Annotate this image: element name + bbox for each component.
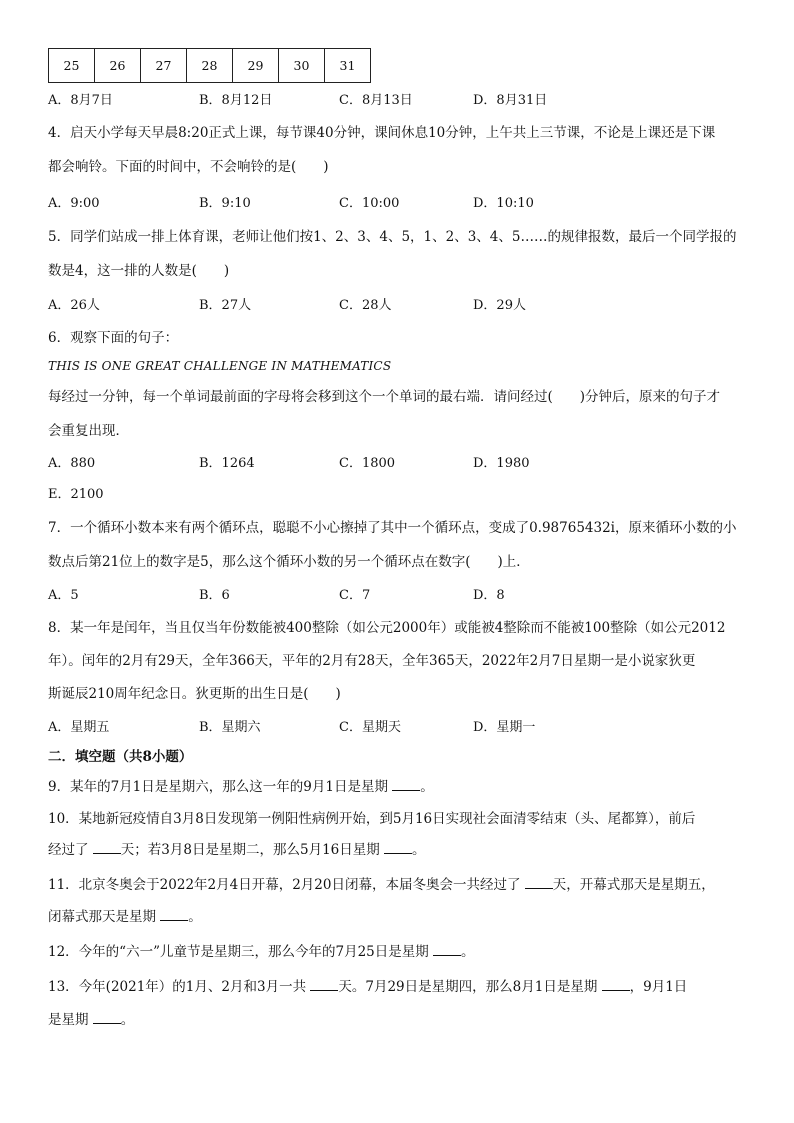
q8-line3: 斯诞辰210周年纪念日。狄更斯的出生日是( ) [48, 686, 341, 702]
answer-blank[interactable] [602, 976, 630, 991]
q11-line1 [48, 874, 758, 895]
option-a: A．星期五 [48, 720, 110, 735]
calendar-cell: 25 [49, 49, 95, 83]
q6-line3: 会重复出现． [48, 423, 129, 439]
q8-options [48, 718, 758, 738]
calendar-cell: 27 [141, 49, 187, 83]
q13-line1 [48, 976, 758, 997]
q12-line [48, 941, 758, 962]
q13-text-c: ，9月1日 [629, 979, 688, 995]
option-a: A．5 [48, 588, 79, 603]
option-e: E．2100 [48, 487, 104, 502]
option-d: D．星期一 [473, 720, 536, 735]
option-c: C．1800 [339, 456, 396, 471]
q8-line1: 8．某一年是闰年，当且仅当年份数能被400整除（如公元2000年）或能被4整除而不能被100整除（如公元2012 [48, 620, 726, 636]
option-b: B．8月12日 [199, 93, 273, 108]
q12-text-b: 。 [461, 944, 475, 960]
q8-line2: 年）。闰年的2月有29天，全年366天，平年的2月有28天，全年365天，2022年2月7日星期一是小说家狄更 [48, 653, 696, 669]
q5-options [48, 296, 758, 316]
q10-text-b: 天；若3月8日是星期二，那么5月16日星期 [120, 842, 385, 858]
option-d: D．8月31日 [473, 93, 548, 108]
option-b: B．1264 [199, 456, 255, 471]
option-c: C．28人 [339, 298, 392, 313]
option-b: B．6 [199, 588, 230, 603]
q13-text-a: 13．今年(2021年）的1月、2月和3月一共 [48, 979, 311, 995]
q6-sentence: THIS IS ONE GREAT CHALLENGE IN MATHEMATICS [48, 359, 392, 373]
q10-text-a: 经过了 [48, 842, 93, 858]
option-c: C．10:00 [339, 196, 400, 211]
q6-line2: 每经过一分钟，每一个单词最前面的字母将会移到这个一个单词的最右端．请问经过( )分钟后，原来的句子才 [48, 389, 721, 405]
section-heading: 二．填空题（共8小题） [48, 749, 193, 765]
q5-line1: 5．同学们站成一排上体育课，老师让他们按1、2、3、4、5，1、2、3、4、5……的规律报数，最后一个同学报的 [48, 229, 737, 245]
option-b: B．星期六 [199, 720, 261, 735]
option-d: D．1980 [473, 456, 530, 471]
option-c: C．8月13日 [339, 93, 413, 108]
q11-line2 [48, 906, 758, 927]
q13-text-b: 天。7月29日是星期四，那么8月1日是星期 [338, 979, 602, 995]
option-a: A．8月7日 [48, 93, 113, 108]
q5-line2: 数是4，这一排的人数是( ) [48, 263, 230, 279]
q6-line1: 6．观察下面的句子： [48, 330, 179, 346]
q13-text-e: 。 [120, 1012, 135, 1028]
q13-text-d: 是星期 [48, 1012, 93, 1028]
calendar-table [48, 48, 371, 83]
q9-text-a: 9．某年的7月1日是星期六，那么这一年的9月1日是星期 [48, 779, 393, 795]
q7-line2: 数点后第21位上的数字是5，那么这个循环小数的另一个循环点在数字( )上． [48, 554, 530, 570]
q4-line2: 都会响铃。下面的时间中，不会响铃的是( ) [48, 159, 329, 175]
q11-text-d: 。 [188, 909, 202, 925]
option-c: C．星期天 [339, 720, 401, 735]
calendar-cell: 30 [279, 49, 325, 83]
calendar-row [49, 49, 371, 83]
q11-text-c: 闭幕式那天是星期 [48, 909, 161, 925]
option-d: D．8 [473, 588, 505, 603]
q6-option-e-row [48, 485, 758, 505]
calendar-cell: 26 [95, 49, 141, 83]
answer-blank[interactable] [93, 839, 121, 854]
q10-text-c: 。 [412, 842, 426, 858]
q4-line1: 4．启天小学每天早晨8:20正式上课，每节课40分钟，课间休息10分钟，上午共上三节课，不论是上课还是下课 [48, 125, 716, 141]
option-d: D．29人 [473, 298, 526, 313]
q10-line2 [48, 839, 758, 860]
q11-text-a: 11．北京冬奥会于2022年2月4日开幕，2月20日闭幕，本届冬奥会一共经过了 [48, 877, 525, 893]
calendar-cell: 31 [325, 49, 371, 83]
q13-line2 [48, 1009, 758, 1030]
option-b: B．9:10 [199, 196, 251, 211]
answer-blank[interactable] [384, 839, 412, 854]
q7-options [48, 586, 758, 606]
worksheet-page [48, 48, 758, 1030]
answer-blank[interactable] [93, 1009, 121, 1024]
calendar-cell: 29 [233, 49, 279, 83]
option-a: A．9:00 [48, 196, 100, 211]
q10-line1: 10．某地新冠疫情自3月8日发现第一例阳性病例开始，到5月16日实现社会面清零结束（头、尾都算），前后 [48, 811, 696, 827]
option-c: C．7 [339, 588, 371, 603]
q11-text-b: 天，开幕式那天是星期五， [552, 877, 715, 893]
calendar-cell: 28 [187, 49, 233, 83]
option-a: A．26人 [48, 298, 100, 313]
answer-blank[interactable] [392, 776, 420, 791]
q4-options [48, 194, 758, 214]
answer-blank[interactable] [310, 976, 338, 991]
q7-line1: 7．一个循环小数本来有两个循环点，聪聪不小心擦掉了其中一个循环点，变成了0.98765432i̇，原来循环小数的小 [48, 520, 737, 536]
q12-text-a: 12．今年的“六一”儿童节是星期三，那么今年的7月25日是星期 [48, 944, 434, 960]
q3-options [48, 91, 758, 111]
option-a: A．880 [48, 456, 96, 471]
q9-text-b: 。 [420, 779, 434, 795]
option-d: D．10:10 [473, 196, 534, 211]
option-b: B．27人 [199, 298, 252, 313]
q6-options [48, 454, 758, 474]
answer-blank[interactable] [433, 941, 461, 956]
q9-line [48, 776, 758, 797]
answer-blank[interactable] [160, 906, 188, 921]
answer-blank[interactable] [525, 874, 553, 889]
